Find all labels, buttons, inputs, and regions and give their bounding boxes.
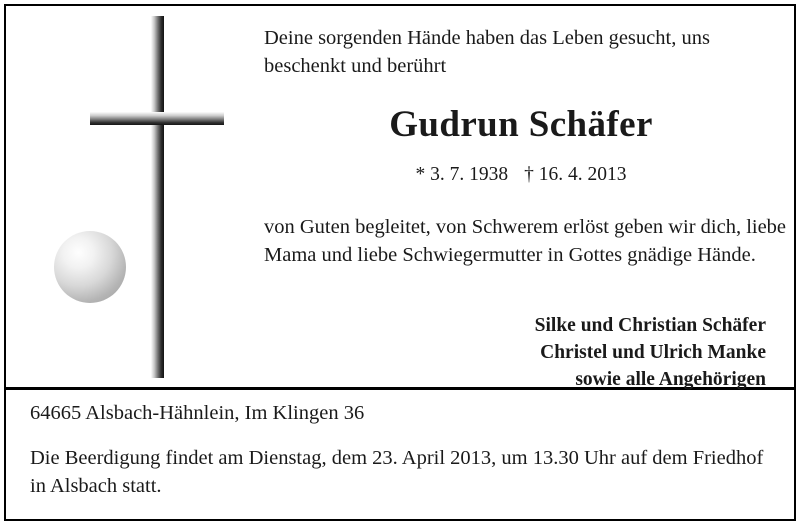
cross-icon-horizontal-bar — [90, 112, 224, 125]
mourner-line: Christel und Ulrich Manke — [540, 341, 766, 363]
death-date: † 16. 4. 2013 — [524, 164, 627, 185]
mourner-line: Silke und Christian Schäfer — [534, 315, 766, 336]
upper-section — [6, 6, 794, 390]
mourner-line: sowie alle Angehörigen — [575, 368, 766, 390]
cross-icon-vertical-bar — [151, 16, 164, 378]
birth-date: * 3. 7. 1938 — [415, 164, 509, 185]
text-area — [256, 6, 787, 390]
deceased-name: Gudrun Schäfer — [389, 104, 653, 145]
body-text: von Guten begleitet, von Schwerem erlöst geben wir dich, liebe Mama und liebe Schwiegermutter in Gottes gnädige Hände. — [264, 216, 787, 267]
address-line: 64665 Alsbach-Hähnlein, Im Klingen 36 — [30, 402, 365, 424]
symbol-area — [6, 6, 244, 387]
footer-section — [6, 392, 794, 519]
intro-text: Deine sorgenden Hände haben das Leben gesucht, uns beschenkt und berührt — [264, 27, 710, 78]
mourners-list — [256, 313, 766, 394]
sphere-ornament-icon — [54, 231, 126, 303]
funeral-details: Die Beerdigung findet am Dienstag, dem 23. April 2013, um 13.30 Uhr auf dem Friedhof in Alsbach statt. — [30, 447, 764, 498]
life-dates — [256, 164, 786, 186]
